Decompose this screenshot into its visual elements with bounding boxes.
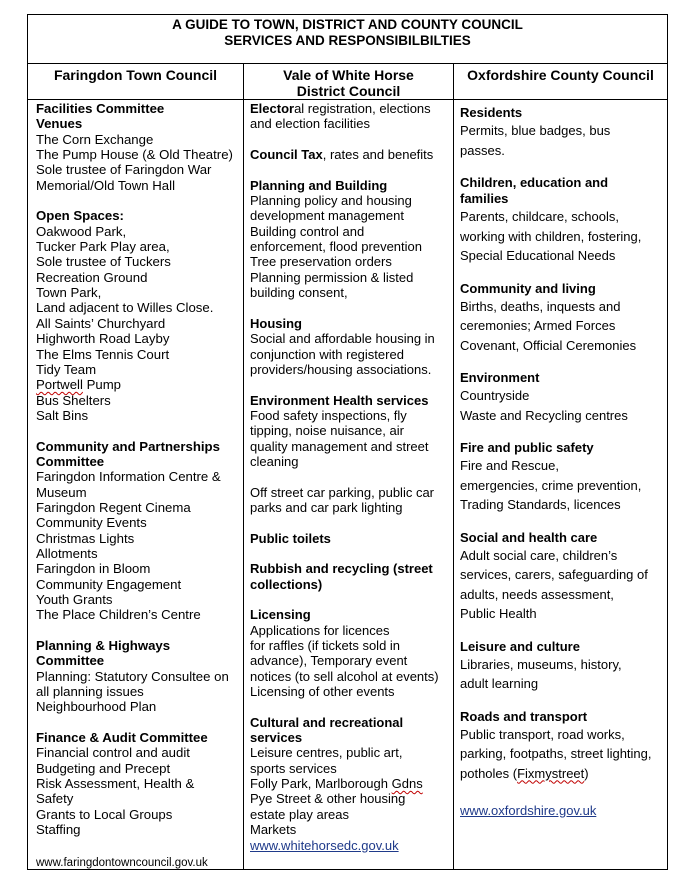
header-divider <box>28 99 667 100</box>
list-item: services, carers, safeguarding of <box>460 567 648 582</box>
list-item: Community Engagement <box>36 576 182 592</box>
list-item: and election facilities <box>250 116 370 132</box>
list-item: Budgeting and Precept <box>36 760 171 776</box>
section-heading: Fire and public safety <box>460 440 594 455</box>
list-item: Countryside <box>460 388 530 403</box>
list-item: sports services <box>250 760 337 776</box>
town-council-column <box>36 101 242 871</box>
list-item: Parents, childcare, schools, <box>460 209 619 224</box>
list-item: Faringdon Regent Cinema <box>36 499 191 515</box>
list-item: Museum <box>36 484 87 500</box>
list-item: Financial control and audit <box>36 745 190 761</box>
section-heading: Facilities Committee <box>36 101 165 116</box>
list-item-text: Pump <box>82 377 122 393</box>
header-district-council <box>244 65 453 99</box>
table-title <box>28 15 667 64</box>
list-item: estate play areas <box>250 806 350 822</box>
list-item: Allotments <box>36 545 98 561</box>
section-heading: Residents <box>460 105 523 120</box>
list-item: Tree preservation orders <box>250 254 392 270</box>
section-heading: collections) <box>250 576 323 592</box>
list-item: conjunction with registered <box>250 346 404 362</box>
list-item: Adult social care, children’s <box>460 547 618 563</box>
list-item <box>250 101 452 116</box>
section-heading: Roads and transport <box>460 708 588 724</box>
list-item: Social and affordable housing in <box>250 331 435 347</box>
list-item: enforcement, flood prevention <box>250 239 422 255</box>
list-item-text: al registration, elections <box>294 101 431 116</box>
list-item: Planning permission & listed <box>250 269 414 285</box>
list-item: Tidy Team <box>36 361 97 377</box>
section-heading: Finance & Audit Committee <box>36 730 208 746</box>
list-item: Waste and Recycling centres <box>460 407 628 423</box>
list-item: Faringdon Information Centre & <box>36 469 221 485</box>
list-item: Staffing <box>36 822 81 838</box>
section-heading: Planning and Building <box>250 177 388 193</box>
section-heading: Children, education and <box>460 175 609 190</box>
list-item: advance), Temporary event <box>250 653 408 669</box>
list-item: Grants to Local Groups <box>36 806 173 822</box>
column-divider-1 <box>243 64 244 869</box>
list-item: Markets <box>250 822 297 838</box>
list-item: Sole trustee of Faringdon War <box>36 162 212 178</box>
list-item: Neighbourhood Plan <box>36 699 157 715</box>
header-district-label-2: District Council <box>296 83 401 99</box>
list-item: Memorial/Old Town Hall <box>36 177 176 193</box>
list-item: Salt Bins <box>36 407 89 423</box>
town-council-link[interactable]: www.faringdontowncouncil.gov.uk <box>36 856 208 869</box>
list-item: for raffles (if tickets sold in <box>250 638 401 654</box>
list-item-text: potholes ( <box>460 765 518 781</box>
list-item: All Saints’ Churchyard <box>36 315 166 331</box>
list-item: The Corn Exchange <box>36 131 154 147</box>
list-item: Highworth Road Layby <box>36 331 170 347</box>
list-item: Planning: Statutory Consultee on <box>36 668 229 684</box>
section-heading: Environment Health services <box>250 392 429 408</box>
list-item: Leisure centres, public art, <box>250 745 403 761</box>
list-item: The Pump House (& Old Theatre) <box>36 147 233 163</box>
list-item: Off street car parking, public car <box>250 484 435 500</box>
list-item: adults, needs assessment, <box>460 586 614 602</box>
section-heading: Community and living <box>460 280 596 296</box>
section-heading: Environment <box>460 370 540 385</box>
list-item: The Place Children’s Centre <box>36 607 201 623</box>
list-item: parks and car park lighting <box>250 499 403 515</box>
header-town-label: Faringdon Town Council <box>53 67 218 83</box>
guide-table <box>27 14 668 870</box>
title-line-2: SERVICES AND RESPONSIBILBILTIES <box>224 33 471 48</box>
section-heading: Committee <box>36 453 105 469</box>
list-item: Births, deaths, inquests and <box>460 298 621 314</box>
section-heading: Social and health care <box>460 529 598 545</box>
list-item: ceremonies; Armed Forces <box>460 318 616 333</box>
section-heading: families <box>460 191 509 206</box>
title-line-1: A GUIDE TO TOWN, DISTRICT AND COUNTY COUNCIL <box>172 17 523 32</box>
section-heading: Elector <box>250 101 295 116</box>
section-heading: Public toilets <box>250 530 331 546</box>
list-item: Sole trustee of Tuckers <box>36 254 171 270</box>
list-item: quality management and street <box>250 438 429 454</box>
list-item: Special Educational Needs <box>460 248 616 263</box>
list-item: adult learning <box>460 676 539 691</box>
header-town-council <box>28 65 243 99</box>
section-heading: Licensing <box>250 607 311 623</box>
list-item <box>36 377 242 392</box>
list-item: notices (to sell alcohol at events) <box>250 668 439 684</box>
spellcheck-word: Fixmystreet <box>517 765 585 781</box>
list-item: Bus Shelters <box>36 392 111 408</box>
list-item: Land adjacent to Willes Close. <box>36 300 214 316</box>
list-item: Recreation Ground <box>36 269 148 285</box>
list-item: Planning policy and housing <box>250 193 412 209</box>
list-item: Food safety inspections, fly <box>250 407 407 423</box>
list-item: Town Park, <box>36 285 102 301</box>
list-item: Public Health <box>460 606 537 621</box>
district-council-column <box>250 101 452 853</box>
list-item: Christmas Lights <box>36 530 135 546</box>
list-item: Permits, blue badges, bus <box>460 123 611 138</box>
list-item: working with children, fostering, <box>460 228 642 244</box>
list-item: providers/housing associations. <box>250 361 432 377</box>
section-heading: Council Tax <box>250 147 323 163</box>
list-item: Public transport, road works, <box>460 726 625 742</box>
list-item: development management <box>250 208 404 224</box>
list-item <box>460 764 662 784</box>
section-subheading: Venues <box>36 116 83 132</box>
header-county-council <box>454 65 667 99</box>
section-heading: Planning & Highways <box>36 638 171 654</box>
list-item: Faringdon in Bloom <box>36 561 151 577</box>
list-item: Risk Assessment, Health & <box>36 776 195 792</box>
list-item: Youth Grants <box>36 592 113 607</box>
list-item: Building control and <box>250 223 365 239</box>
header-district-label-1: Vale of White Horse <box>283 67 414 83</box>
list-item <box>250 776 452 791</box>
list-item: Safety <box>36 791 74 807</box>
list-item: Fire and Rescue, <box>460 458 559 473</box>
list-item: all planning issues <box>36 684 144 700</box>
column-divider-2 <box>453 64 454 869</box>
list-item: cleaning <box>250 453 299 469</box>
district-council-link[interactable]: www.whitehorsedc.gov.uk <box>250 837 399 853</box>
list-item: Tucker Park Play area, <box>36 239 170 255</box>
list-item: building consent, <box>250 285 348 301</box>
section-heading: Leisure and culture <box>460 638 580 654</box>
list-item: Applications for licences <box>250 622 390 638</box>
list-item: Community Events <box>36 515 147 531</box>
section-heading: services <box>250 730 303 746</box>
list-item: parking, footpaths, street lighting, <box>460 746 652 761</box>
spellcheck-word: Portwell <box>36 377 83 393</box>
list-item: emergencies, crime prevention, <box>460 477 642 493</box>
section-heading: Housing <box>250 315 302 331</box>
list-item: Trading Standards, licences <box>460 497 621 512</box>
list-item: Pye Street & other housing <box>250 791 406 807</box>
list-item: Covenant, Official Ceremonies <box>460 337 637 353</box>
section-heading: Cultural and recreational <box>250 714 404 730</box>
list-item: Oakwood Park, <box>36 223 127 239</box>
spellcheck-word: Gdns <box>391 776 423 792</box>
section-heading: Committee <box>36 653 105 669</box>
list-item-text: ) <box>584 765 589 781</box>
list-item: passes. <box>460 142 505 158</box>
list-item-text: , rates and benefits <box>322 147 434 163</box>
list-item <box>250 147 452 162</box>
county-council-link[interactable]: www.oxfordshire.gov.uk <box>460 803 597 818</box>
list-item-text: Folly Park, Marlborough <box>250 776 392 792</box>
header-county-label: Oxfordshire County Council <box>467 67 654 83</box>
section-heading: Rubbish and recycling (street <box>250 561 433 577</box>
county-council-column <box>460 105 662 821</box>
section-heading: Community and Partnerships <box>36 438 220 454</box>
section-heading: Open Spaces: <box>36 208 124 224</box>
list-item: tipping, noise nuisance, air <box>250 423 404 439</box>
list-item: Licensing of other events <box>250 684 395 700</box>
list-item: Libraries, museums, history, <box>460 656 622 672</box>
list-item: The Elms Tennis Court <box>36 346 170 362</box>
